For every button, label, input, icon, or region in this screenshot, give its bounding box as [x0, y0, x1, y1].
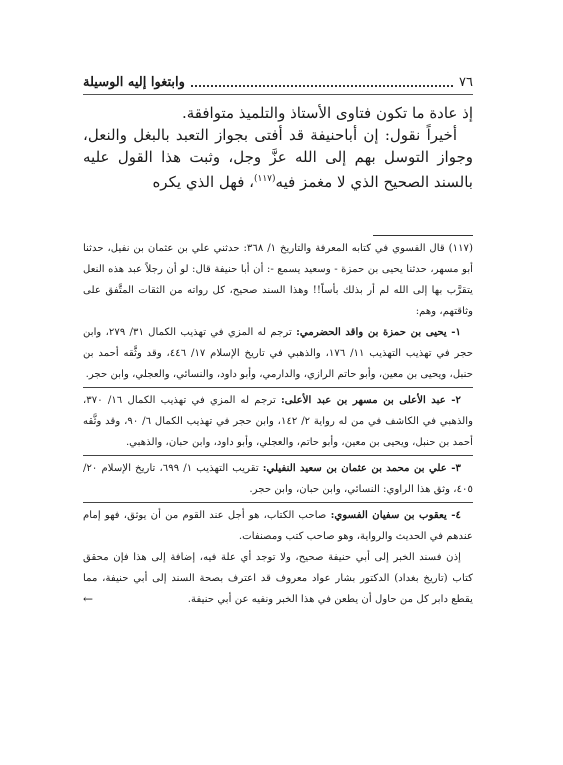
narrator-4-name: ٤- يعقوب بن سفيان الفسوي: — [330, 509, 461, 521]
separator — [83, 387, 473, 388]
leader-dots — [191, 85, 453, 87]
separator — [83, 502, 473, 503]
footnote-divider — [373, 235, 473, 236]
closing-text: إذن فسند الخبر إلى أبي حنيفة صحيح، ولا توجد أي علة فيه، إضافة إلى هذا فإن محقق كتاب (تاريخ بغداد) الدكتور بشار عواد معروف قد اعترف بصحة السند إلى أبي حنيفة، مما يقطع دابر كل من حاول أن يطعن في هذا الخبر ونفيه عن أبي حنيفة. — [83, 552, 473, 605]
footnotes — [83, 238, 473, 610]
narrator-2-text: ترجم له المزي في تهذيب الكمال ١٦/ ٣٧٠، والذهبي في الكاشف في من له رواية ٢/ ١٤٢، وابن حجر في تهذيب الكمال ٦/ ٩٠، وقد وثَّقه أحمد بن حنبل، ويحيى بن معين، وأبو حاتم، والعجلي، وأبو داود، وابن حبان، والذهبي. — [83, 395, 474, 448]
running-title: وابتغوا إليه الوسيلة — [83, 74, 185, 90]
paragraph-1: إذ عادة ما تكون فتاوى الأستاذ والتلميذ متوافقة. — [181, 104, 473, 122]
continue-arrow-icon: ← — [83, 592, 94, 606]
narrator-4 — [83, 505, 473, 547]
footnote-number: (١١٧) — [448, 243, 474, 254]
closing-paragraph — [83, 547, 473, 610]
paragraph-2 — [83, 124, 473, 193]
running-header — [83, 72, 473, 92]
paragraph-2-text: أخيراً نقول: إن أباحنيفة قد أفتى بجواز التعبد بالبغل والنعل، وجواز التوسل بهم إلى الله عزَّ وجل، وثبت هذا القول عليه بالسند الصحيح الذي لا مغمز فيه — [83, 126, 473, 191]
narrator-2 — [83, 390, 473, 453]
footnote-reference[interactable]: (١١٧) — [254, 174, 276, 184]
narrator-4-text: صاحب الكتاب، هو أجل عند القوم من أن يوثق، فهو إمام عندهم في الحديث والرواية، وهو صاحب كتب ومصنفات. — [83, 510, 473, 542]
narrator-2-name: ٢- عبد الأعلى بن مسهر بن عبد الأعلى: — [281, 394, 461, 406]
narrator-3-name: ٣- علي بن محمد بن عثمان بن سعيد النفيلي: — [262, 462, 461, 474]
separator — [83, 455, 473, 456]
page-number: ٧٦ — [459, 74, 473, 90]
narrator-3-text: تقريب التهذيب ١/ ٦٩٩، تاريخ الإسلام ٢٠/ ٤٠٥، وثق هذا الراوي: النسائي، وابن حبان، وابن حجر. — [83, 463, 473, 495]
footnote-117 — [83, 238, 473, 322]
footnote-text: قال الفسوي في كتابه المعرفة والتاريخ ١/ ٣٦٨: حدثني علي بن عثمان بن نفيل، حدثنا أبو مسهر، حدثنا يحيى بن حمزة - وسعيد يسمع -: أن أبا حنيفة قال: لو أن رجلاً عبد هذه النعل يتقرَّب بها إلى الله لم أر بذلك بأساً!! وهذا السند صحيح، كل رواته من الثقات المتَّفق على وثاقتهم، وهم: — [83, 243, 473, 317]
narrator-1-text: ترجم له المزي في تهذيب الكمال ٣١/ ٢٧٩، وابن حجر في تهذيب التهذيب ١١/ ١٧٦، والذهبي في تاريخ الإسلام ١٧/ ٤٤٦، وقد وثَّقه أحمد بن حنبل، ويحيى بن معين، وأبو حاتم الرازي، والدارمي، وأبو داود، والنسائي، والعجلي، وابن حجر. — [83, 327, 473, 380]
narrator-3 — [83, 458, 473, 500]
paragraph-2-tail: ، فهل الذي يكره — [152, 173, 254, 191]
narrator-1-name: ١- يحيى بن حمزة بن واقد الحضرمي: — [296, 326, 462, 338]
header-divider — [83, 94, 473, 95]
narrator-1 — [83, 322, 473, 385]
main-text — [83, 102, 473, 193]
